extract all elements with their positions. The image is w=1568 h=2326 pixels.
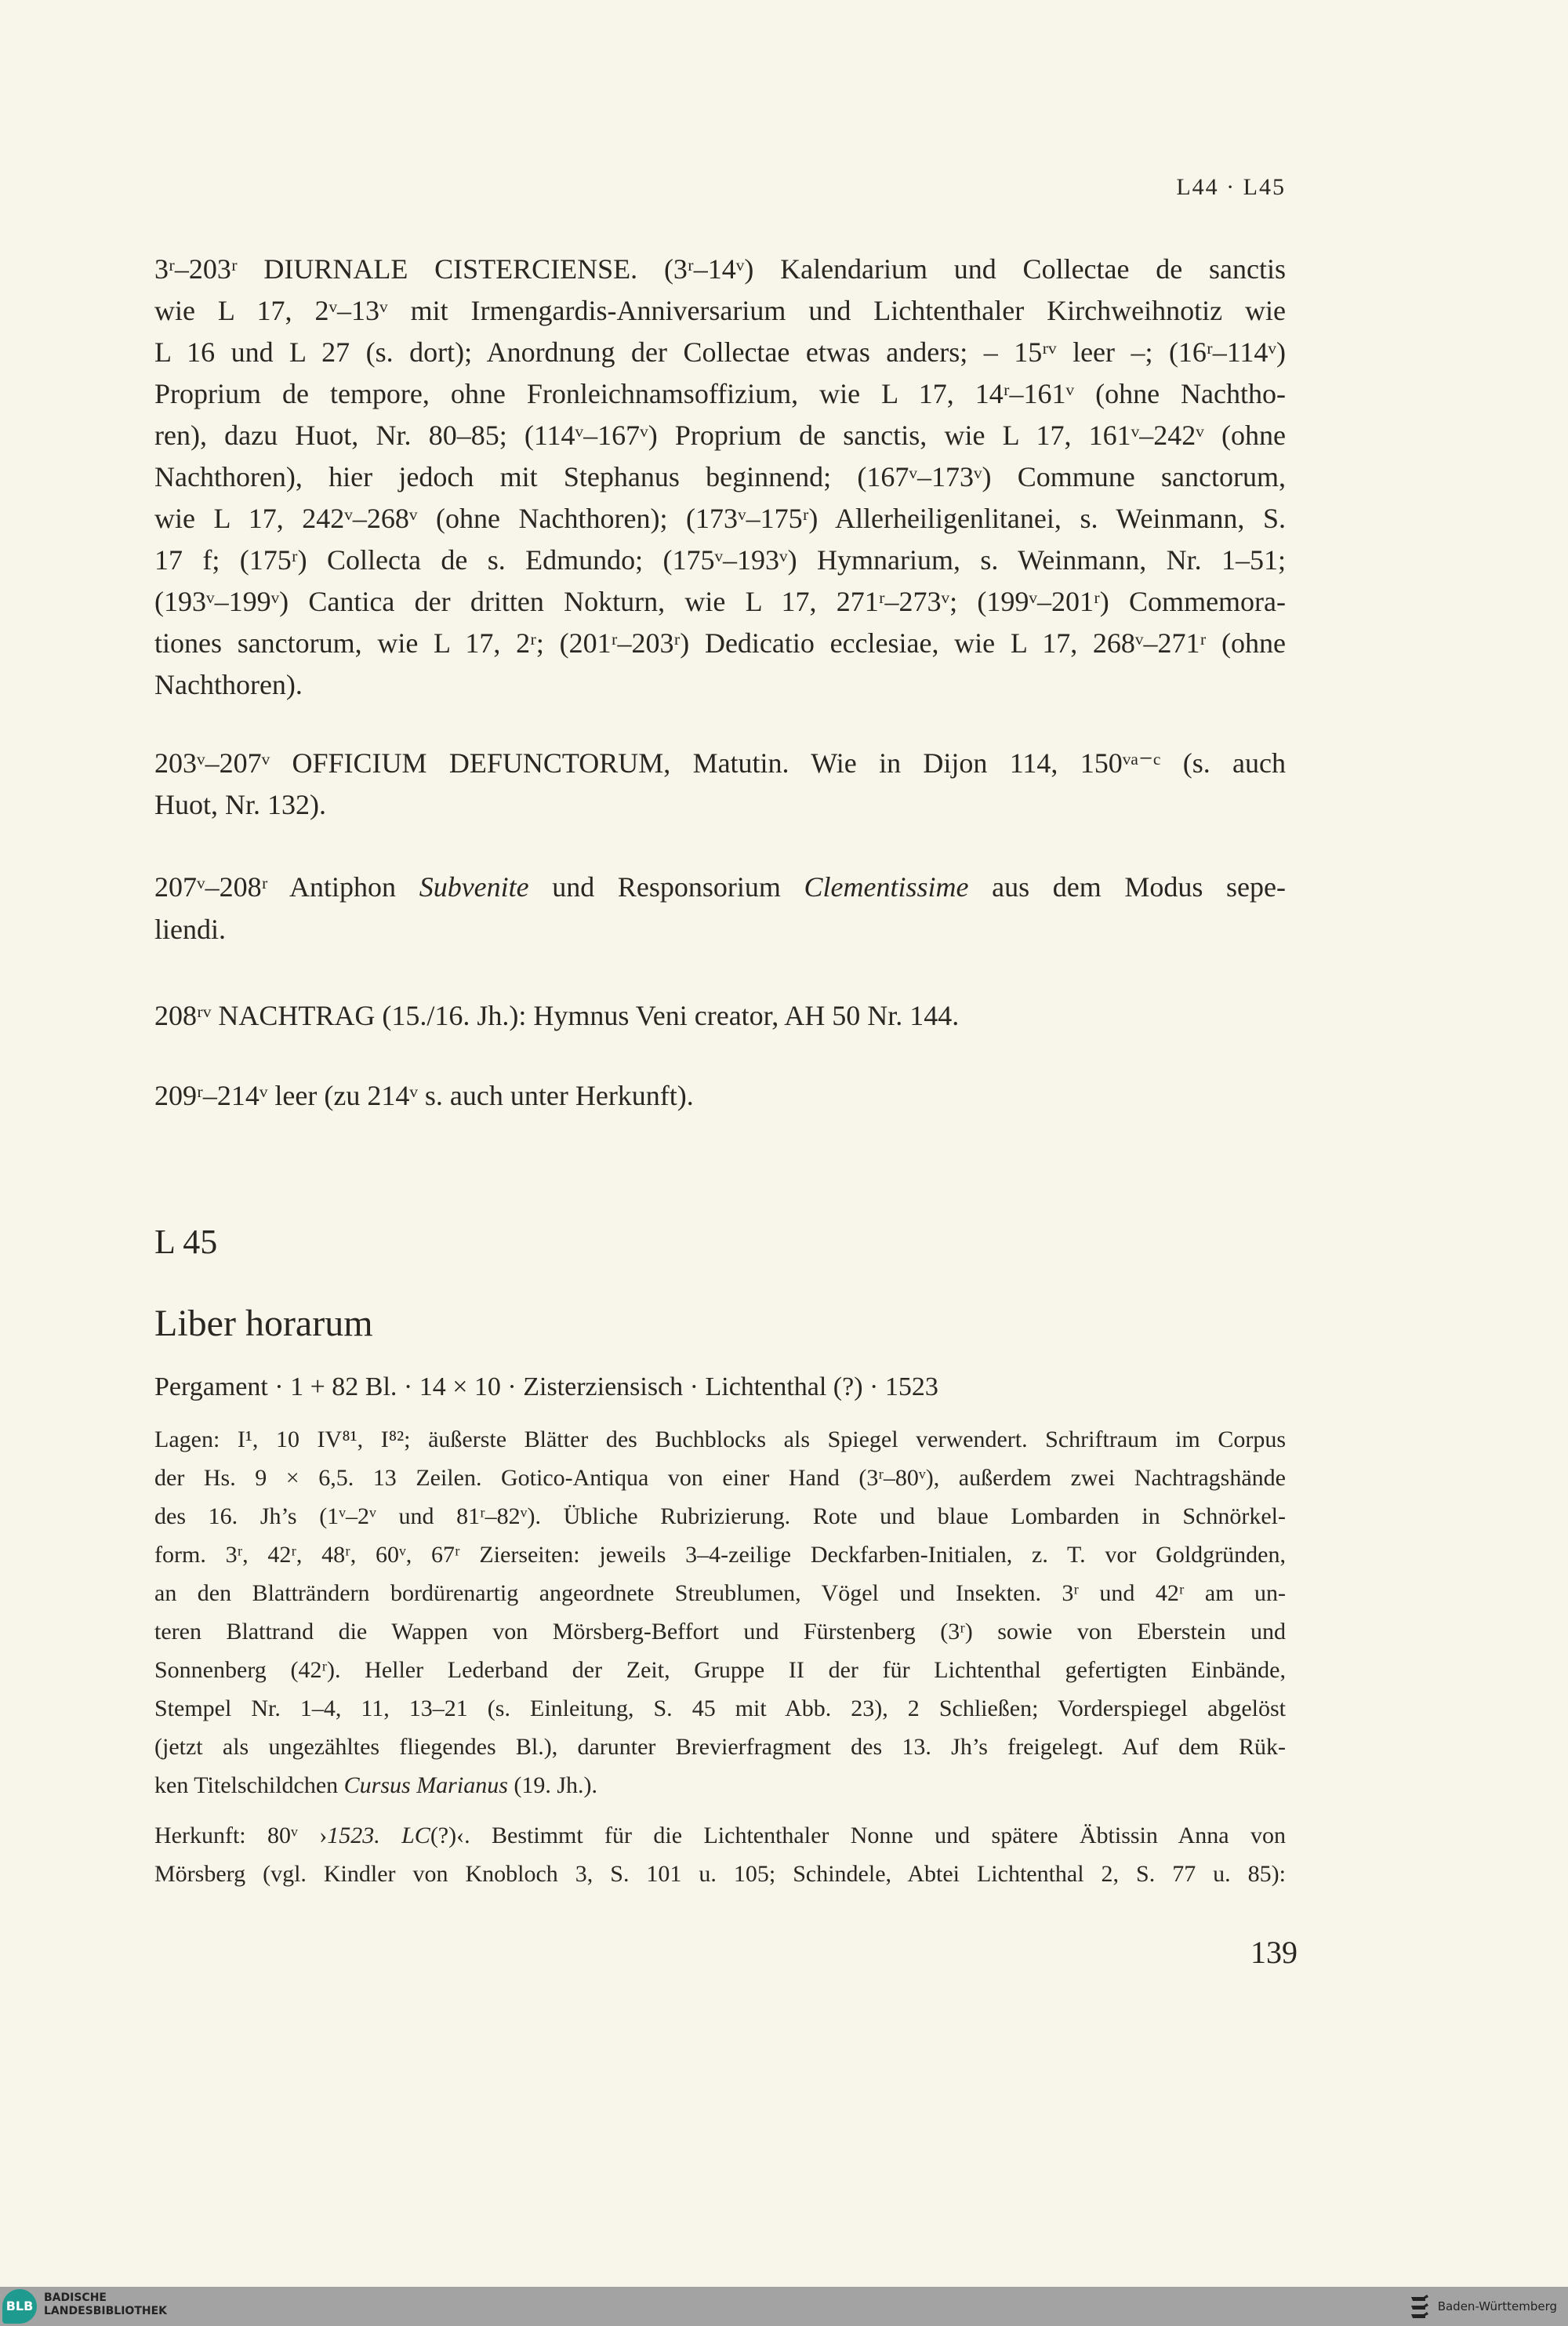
text: und Responsorium	[528, 871, 804, 903]
text-line: Stempel Nr. 1–4, 11, 13–21 (s. Einleitung, S. 45 mit Abb. 23), 2 Schließen; Vorderspiegel abgelöst	[154, 1695, 1286, 1721]
text-line: ren), dazu Huot, Nr. 80–85; (114ᵛ–167ᵛ) Proprium de sanctis, wie L 17, 161ᵛ–242ᵛ (ohne	[154, 420, 1286, 451]
text: (19. Jh.).	[507, 1772, 598, 1798]
section-number: L 45	[154, 1223, 218, 1261]
library-line: BADISCHE	[44, 2291, 107, 2304]
text: (?)‹. Bestimmt für die Lichtenthaler Nonne und spätere Äbtissin Anna von	[430, 1823, 1286, 1848]
text-line: wie L 17, 242ᵛ–268ᵛ (ohne Nachthoren); (173ᵛ–175ʳ) Allerheiligenlitanei, s. Weinmann, S.	[154, 503, 1286, 534]
lions-icon	[1410, 2294, 1430, 2321]
text: 207ᵛ–208ʳ Antiphon	[154, 871, 419, 903]
text-line: (193ᵛ–199ᵛ) Cantica der dritten Nokturn, wie L 17, 271ʳ–273ᵛ; (199ᵛ–201ʳ) Commemora-	[154, 586, 1286, 617]
text-line: Nachthoren), hier jedoch mit Stephanus beginnend; (167ᵛ–173ᵛ) Commune sanctorum,	[154, 461, 1286, 492]
text: ken Titelschildchen	[154, 1772, 344, 1798]
entry-nachtrag: 208ʳᵛ NACHTRAG (15./16. Jh.): Hymnus Veni creator, AH 50 Nr. 144.	[154, 1000, 960, 1031]
text-line: wie L 17, 2ᵛ–13ᵛ mit Irmengardis-Anniversarium und Lichtenthaler Kirchweihnotiz wie	[154, 295, 1286, 326]
text-line: 17 f; (175ʳ) Collecta de s. Edmundo; (175ᵛ–193ᵛ) Hymnarium, s. Weinmann, Nr. 1–51;	[154, 544, 1286, 576]
text-line: Nachthoren).	[154, 669, 303, 700]
text-line	[154, 870, 1286, 903]
state-name: Baden-Württemberg	[1437, 2299, 1557, 2313]
text-line: Sonnenberg (42ʳ). Heller Lederband der Zeit, Gruppe II der für Lichtenthal gefertigten Einbände,	[154, 1657, 1286, 1683]
text-line: 203ᵛ–207ᵛ OFFICIUM DEFUNCTORUM, Matutin. Wie in Dijon 114, 150ᵛᵃ⁻ᶜ (s. auch	[154, 747, 1286, 779]
library-name	[44, 2291, 167, 2318]
text-line: der Hs. 9 × 6,5. 13 Zeilen. Gotico-Antiqua von einer Hand (3ʳ–80ᵛ), außerdem zwei Nachtragshände	[154, 1465, 1286, 1491]
text-line: 3ʳ–203ʳ DIURNALE CISTERCIENSE. (3ʳ–14ᵛ) Kalendarium und Collectae de sanctis	[154, 253, 1286, 285]
text-line: form. 3ʳ, 42ʳ, 48ʳ, 60ᵛ, 67ʳ Zierseiten: jeweils 3–4-zeilige Deckfarben-Initialen, z. T. vor Goldgründen,	[154, 1542, 1286, 1568]
blb-logo[interactable]: BLB	[2, 2289, 37, 2324]
text-line: teren Blattrand die Wappen von Mörsberg-Beffort und Fürstenberg (3ʳ) sowie von Eberstein und	[154, 1619, 1286, 1645]
text-line: (jetzt als ungezähltes fliegendes Bl.), darunter Brevierfragment des 13. Jh’s freigelegt. Auf dem Rük-	[154, 1734, 1286, 1760]
text-line: an den Blatträndern bordürenartig angeordnete Streublumen, Vögel und Insekten. 3ʳ und 42ʳ am un-	[154, 1580, 1286, 1606]
text-line: liendi.	[154, 914, 226, 945]
footer-bar	[0, 2287, 1568, 2326]
text-line	[154, 1772, 1286, 1799]
italic-title: Clementissime	[804, 871, 969, 903]
text-line: tiones sanctorum, wie L 17, 2ʳ; (201ʳ–203ʳ) Dedicatio ecclesiae, wie L 17, 268ᵛ–271ʳ (ohne	[154, 627, 1286, 659]
italic-inscription: 1523. LC	[327, 1823, 430, 1848]
text: Herkunft: 80ᵛ ›	[154, 1823, 328, 1848]
library-line: LANDESBIBLIOTHEK	[44, 2305, 168, 2317]
text-line	[154, 1823, 1286, 1849]
summary-line: Pergament · 1 + 82 Bl. · 14 × 10 · Zisterziensisch · Lichtenthal (?) · 1523	[154, 1372, 938, 1401]
text-line: L 16 und L 27 (s. dort); Anordnung der Collectae etwas anders; – 15ʳᵛ leer –; (16ʳ–114ᵛ)	[154, 336, 1286, 368]
text-line: Proprium de tempore, ohne Fronleichnamsoffizium, wie L 17, 14ʳ–161ᵛ (ohne Nachtho-	[154, 378, 1286, 409]
text-line: Lagen: I¹, 10 IV⁸¹, I⁸²; äußerste Blätter des Buchblocks als Spiegel verwendert. Schriftraum im Corpus	[154, 1426, 1286, 1452]
italic-title: Cursus Marianus	[343, 1772, 508, 1798]
text-line: Mörsberg (vgl. Kindler von Knobloch 3, S. 101 u. 105; Schindele, Abtei Lichtenthal 2, S. 77 u. 85):	[154, 1861, 1286, 1887]
state-logo[interactable]	[1410, 2293, 1557, 2321]
section-title: Liber horarum	[154, 1303, 373, 1344]
running-head: L44 · L45	[1176, 174, 1286, 200]
page-number: 139	[1250, 1935, 1298, 1970]
text-line: Huot, Nr. 132).	[154, 789, 326, 820]
entry-leer: 209ʳ–214ᵛ leer (zu 214ᵛ s. auch unter Herkunft).	[154, 1080, 694, 1111]
text-line: des 16. Jh’s (1ᵛ–2ᵛ und 81ʳ–82ᵛ). Übliche Rubrizierung. Rote und blaue Lombarden in Schnörkel-	[154, 1503, 1286, 1529]
italic-title: Subvenite	[419, 871, 529, 903]
text: aus dem Modus sepe-	[968, 871, 1286, 903]
